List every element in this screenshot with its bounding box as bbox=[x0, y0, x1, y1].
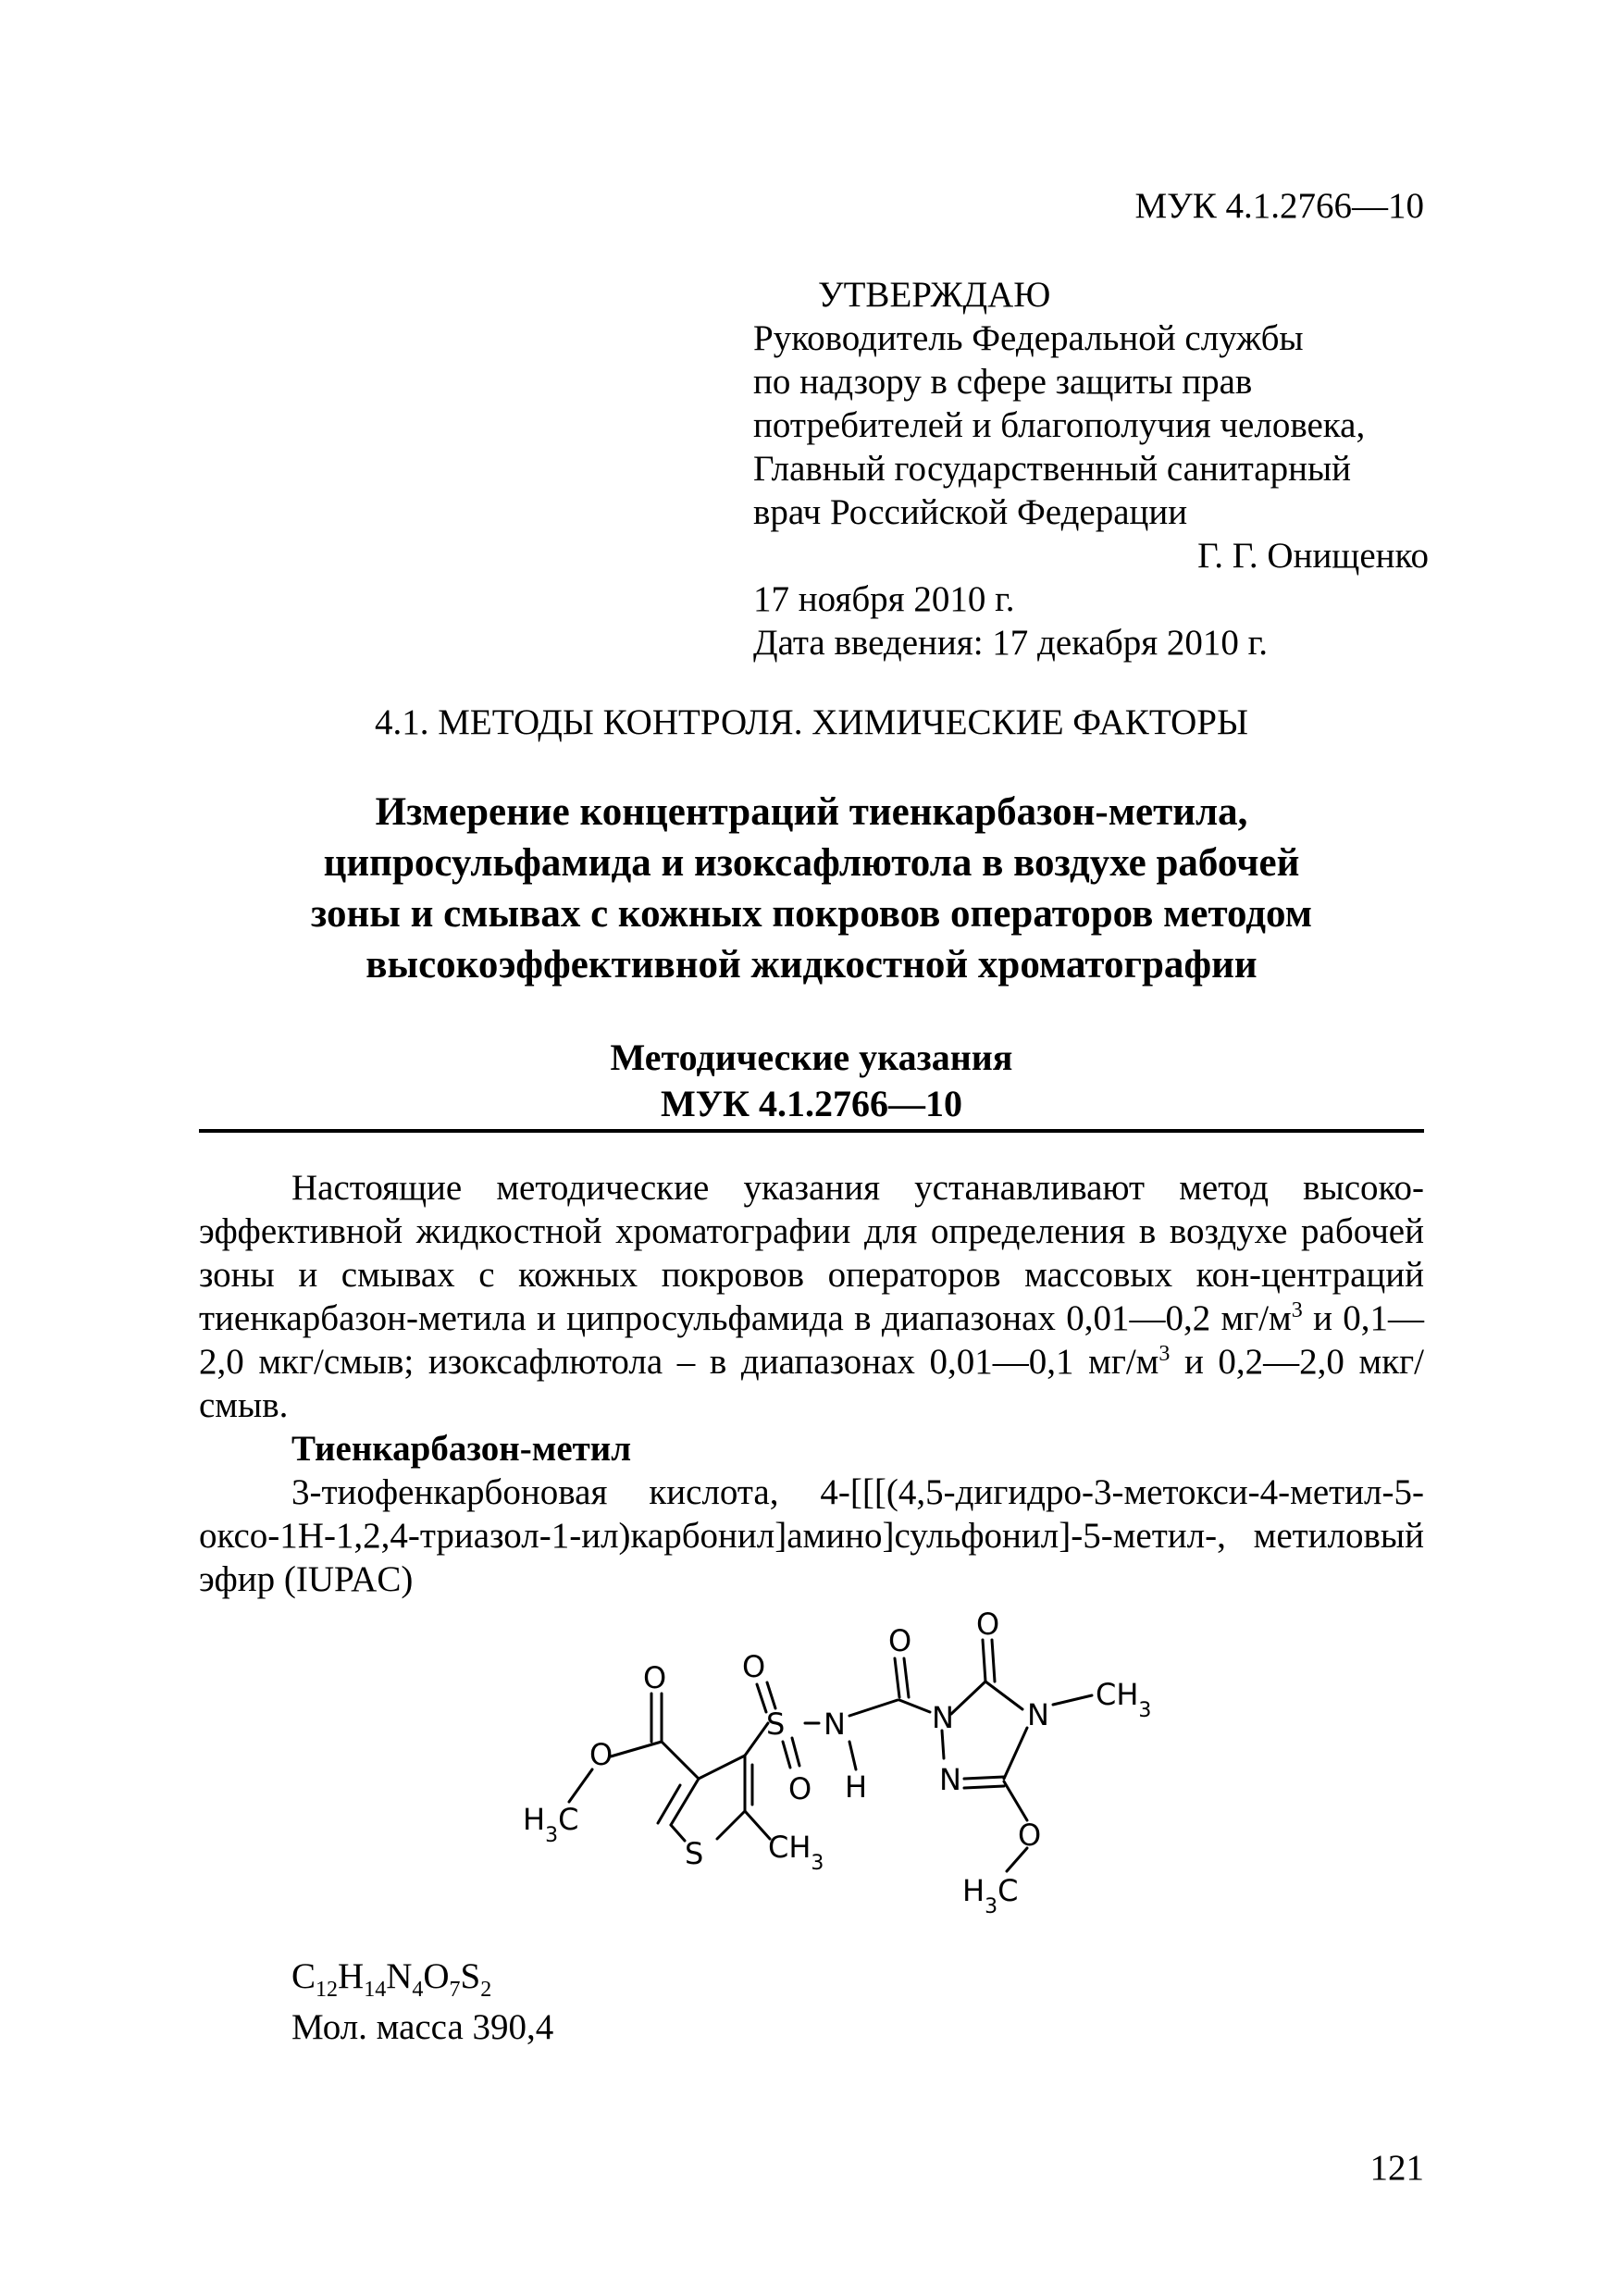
structure-atom-label: $CH_3$ bbox=[768, 1830, 824, 1875]
formula-subscript: 12 bbox=[316, 1977, 339, 2002]
approval-signer: Г. Г. Онищенко bbox=[1197, 536, 1429, 576]
molecular-formula-block bbox=[291, 1951, 553, 2053]
structure-atom-label: S bbox=[766, 1706, 786, 1742]
effective-date: Дата введения: 17 декабря 2010 г. bbox=[753, 623, 1268, 663]
compound-name: Тиенкарбазон-метил bbox=[291, 1429, 632, 1469]
structure-atom-label: N bbox=[932, 1700, 954, 1735]
structure-atom-label: H bbox=[845, 1769, 868, 1805]
structure-atom-label: S bbox=[685, 1836, 704, 1871]
formula-element: S bbox=[460, 1956, 481, 1996]
structure-atom-label: O bbox=[643, 1660, 667, 1695]
section-heading: 4.1. МЕТОДЫ КОНТРОЛЯ. ХИМИЧЕСКИЕ ФАКТОРЫ bbox=[375, 702, 1248, 742]
document-body bbox=[199, 1166, 1424, 1601]
intro-text: и 0,1—2,0 мкг/смыв; изоксафлютола – в диапазонах 0,01—0,1 мг/м bbox=[199, 1298, 1424, 1382]
formula-subscript: 2 bbox=[480, 1977, 492, 2002]
structural-formula bbox=[500, 1612, 1258, 1936]
subtitle-code: МУК 4.1.2766—10 bbox=[660, 1083, 963, 1124]
formula-element: N bbox=[386, 1956, 413, 1996]
document-title bbox=[199, 787, 1424, 990]
approval-line: по надзору в сфере защиты прав bbox=[753, 362, 1253, 402]
intro-text: Настоящие методические указания устанавливают метод высоко-эффективной жидкостной хроматографии для определения в воздухе рабочей зоны и смывах с кожных покровов операторов массовых кон-центраций тиенкарбазон-метила и ципросульфамида в диапазонах 0,01—0,2 мг/м bbox=[199, 1168, 1424, 1338]
molecular-formula bbox=[291, 1951, 553, 2002]
title-line: зоны и смывах с кожных покровов операторов методом bbox=[311, 892, 1312, 936]
structure-atom-label: O bbox=[1018, 1818, 1042, 1853]
title-line: ципросульфамида и изоксафлютола в воздухе рабочей bbox=[323, 841, 1300, 885]
compound-iupac: 3-тиофенкарбоновая кислота, 4-[[[(4,5-дигидро-3-метокси-4-метил-5-оксо-1Н-1,2,4-триазол-1-ил)карбонил]амино]сульфонил]-5-метил-, метиловый эфир (IUPAC) bbox=[199, 1472, 1424, 1599]
document-code: МУК 4.1.2766—10 bbox=[1134, 186, 1424, 226]
approval-line: Руководитель Федеральной службы bbox=[753, 318, 1304, 358]
structure-atom-label: O bbox=[976, 1612, 1000, 1642]
superscript: 3 bbox=[1291, 1298, 1303, 1322]
title-line: высокоэффективной жидкостной хроматографии bbox=[365, 943, 1258, 987]
approval-block bbox=[753, 273, 1429, 664]
formula-subscript: 14 bbox=[364, 1977, 387, 2002]
structure-atom-label: N bbox=[824, 1706, 846, 1742]
formula-element: C bbox=[291, 1956, 316, 1996]
formula-subscript: 7 bbox=[449, 1977, 461, 2002]
formula-element: O bbox=[423, 1956, 450, 1996]
structure-atom-label: O bbox=[888, 1623, 912, 1658]
superscript: 3 bbox=[1158, 1342, 1171, 1366]
formula-element: H bbox=[338, 1956, 365, 1996]
molecular-mass: Мол. масса 390,4 bbox=[291, 2007, 554, 2047]
title-line: Измерение концентраций тиенкарбазон-метила, bbox=[375, 790, 1248, 834]
intro-paragraph bbox=[199, 1166, 1424, 1427]
approval-heading: УТВЕРЖДАЮ bbox=[818, 275, 1051, 315]
approval-line: врач Российской Федерации bbox=[753, 492, 1188, 532]
intro-text: и 0,2—2,0 мкг/смыв. bbox=[199, 1342, 1424, 1425]
document-subtitle bbox=[199, 1035, 1424, 1127]
structure-atom-label: N bbox=[939, 1762, 961, 1797]
structure-atom-label: O bbox=[788, 1771, 812, 1806]
formula-subscript: 4 bbox=[412, 1977, 424, 2002]
subtitle-line: Методические указания bbox=[610, 1036, 1013, 1078]
approval-date: 17 ноября 2010 г. bbox=[753, 579, 1015, 619]
approval-line: Главный государственный санитарный bbox=[753, 449, 1352, 489]
structure-atom-label: $H_3C$ bbox=[962, 1873, 1019, 1918]
page-number: 121 bbox=[1369, 2148, 1424, 2188]
structure-atom-label: $H_3C$ bbox=[523, 1802, 579, 1847]
horizontal-rule bbox=[199, 1129, 1424, 1133]
structure-atom-label: N bbox=[1027, 1697, 1049, 1732]
structure-atom-label: $CH_3$ bbox=[1096, 1677, 1152, 1722]
structure-atom-label: O bbox=[742, 1649, 766, 1684]
structure-atom-label: O bbox=[589, 1737, 613, 1772]
approval-line: потребителей и благополучия человека, bbox=[753, 405, 1366, 445]
